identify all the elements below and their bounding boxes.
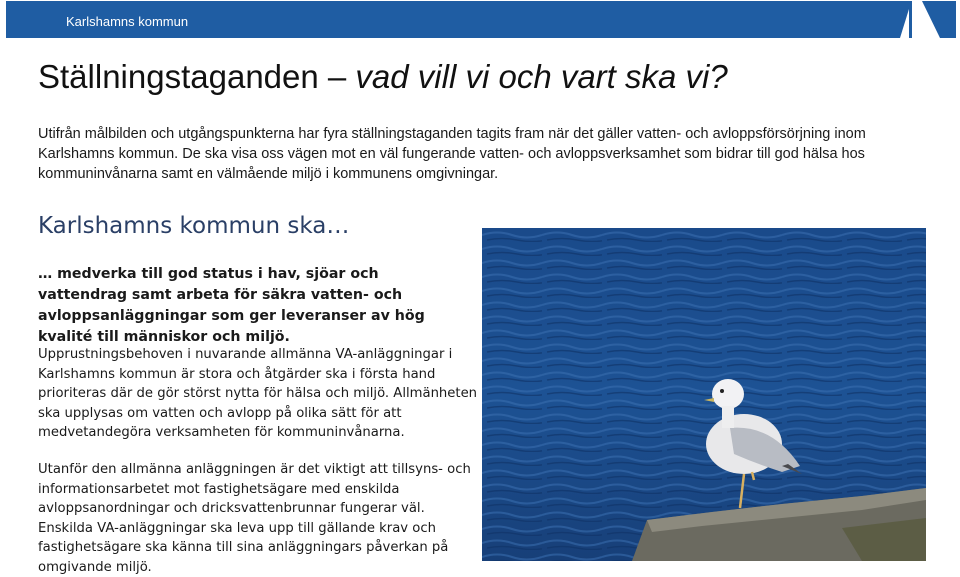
slide-title — [38, 58, 728, 96]
sail-logo-icon — [878, 1, 948, 38]
title-italic: vad vill vi och vart ska vi? — [355, 58, 728, 95]
header-bar — [6, 1, 956, 38]
section-heading: Karlshamns kommun ska… — [38, 213, 350, 239]
title-regular: Ställningstaganden – — [38, 58, 356, 95]
org-name: Karlshamns kommun — [66, 14, 189, 29]
seagull-photo — [482, 228, 926, 561]
body-paragraph-1: Upprustningsbehoven i nuvarande allmänna VA-anläggningar i Karlshamns kommun är stora och åtgärder ska i första hand prioriteras där de gör störst nytta för hälsa och miljö. Allmänheten ska upplysas om vatten och avlopp på olika sätt för att medvetandegöra verksamheten för kommuninvånarna. — [38, 347, 478, 440]
lead-statement: … medverka till god status i hav, sjöar och vattendrag samt arbeta för säkra vatten- och avloppsanläggningar som ger leveranser av hög kvalité till människor och miljö. — [38, 266, 425, 345]
body-paragraph-2: Utanför den allmänna anläggningen är det viktigt att tillsyns- och informationsarbetet mot fastighetsägare med enskilda avloppsanordningar och dricksvattenbrunnar fungerar väl. Enskilda VA-anläggningar ska leva upp till gällande krav och fastighetsägare ska känna till sina anläggningars påverkan på omgivande miljö. — [38, 462, 471, 575]
intro-paragraph: Utifrån målbilden och utgångspunkterna har fyra ställningstaganden tagits fram när det gäller vatten- och avloppsförsörjning inom Karlshamns kommun. De ska visa oss vägen mot en väl fungerande vatten- och avloppsverksamhet som bidrar till god hälsa hos kommuninvånarna samt en välmående miljö i kommunens omgivningar. — [38, 126, 866, 182]
